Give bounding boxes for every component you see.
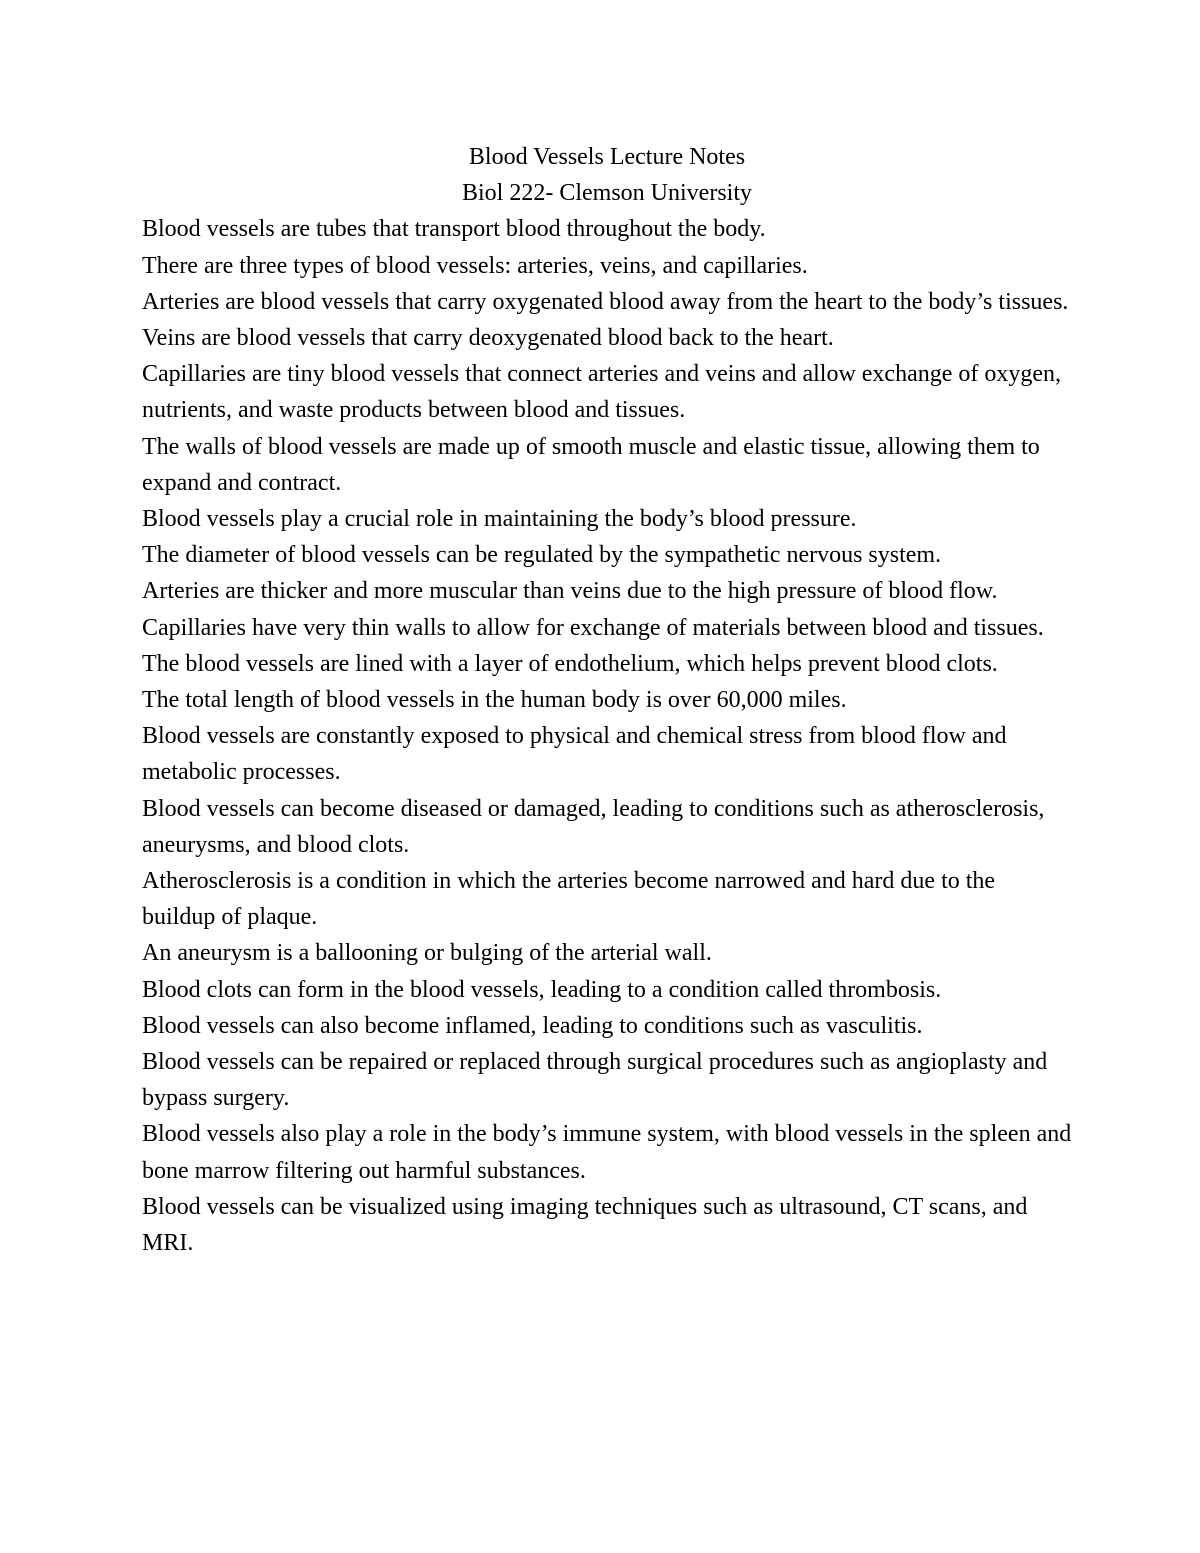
document-subtitle: Biol 222- Clemson University xyxy=(462,180,752,207)
paragraph: Blood vessels can also become inflamed, leading to conditions such as vasculitis. xyxy=(142,1012,923,1039)
paragraph: Atherosclerosis is a condition in which the arteries become narrowed and hard due to the buildup of plaque. xyxy=(142,868,996,931)
paragraph: The blood vessels are lined with a layer of endothelium, which helps prevent blood clots. xyxy=(142,650,998,677)
paragraph: Capillaries are tiny blood vessels that connect arteries and veins and allow exchange of oxygen, nutrients, and waste products between blood and tissues. xyxy=(142,361,1062,424)
paragraph: Blood vessels can become diseased or damaged, leading to conditions such as atherosclerosis, aneurysms, and blood clots. xyxy=(142,795,1045,858)
paragraph: Arteries are thicker and more muscular than veins due to the high pressure of blood flow. xyxy=(142,578,998,605)
paragraph: An aneurysm is a ballooning or bulging of the arterial wall. xyxy=(142,940,712,967)
document-body xyxy=(142,139,1072,1261)
paragraph: The total length of blood vessels in the human body is over 60,000 miles. xyxy=(142,687,847,714)
paragraph: The walls of blood vessels are made up of smooth muscle and elastic tissue, allowing them to expand and contract. xyxy=(142,433,1040,496)
paragraph: Blood vessels play a crucial role in maintaining the body’s blood pressure. xyxy=(142,506,857,533)
paragraph: Blood vessels can be visualized using imaging techniques such as ultrasound, CT scans, and MRI. xyxy=(142,1193,1028,1257)
paragraph: Blood vessels are constantly exposed to physical and chemical stress from blood flow and metabolic processes. xyxy=(142,723,1007,786)
paragraph: Veins are blood vessels that carry deoxygenated blood back to the heart. xyxy=(142,325,834,352)
paragraph: There are three types of blood vessels: arteries, veins, and capillaries. xyxy=(142,252,808,279)
paragraph: Blood vessels are tubes that transport blood throughout the body. xyxy=(142,216,766,243)
paragraph: Blood vessels also play a role in the body’s immune system, with blood vessels in the spleen and bone marrow filtering out harmful substances. xyxy=(142,1121,1072,1184)
paragraph: Arteries are blood vessels that carry oxygenated blood away from the heart to the body’s tissues. xyxy=(142,288,1069,315)
paragraph: Capillaries have very thin walls to allow for exchange of materials between blood and tissues. xyxy=(142,614,1044,641)
paragraph: Blood clots can form in the blood vessels, leading to a condition called thrombosis. xyxy=(142,976,942,1003)
paragraph: The diameter of blood vessels can be regulated by the sympathetic nervous system. xyxy=(142,542,942,569)
document-title: Blood Vessels Lecture Notes xyxy=(468,144,746,170)
paragraph: Blood vessels can be repaired or replaced through surgical procedures such as angioplasty and bypass surgery. xyxy=(142,1049,1048,1112)
